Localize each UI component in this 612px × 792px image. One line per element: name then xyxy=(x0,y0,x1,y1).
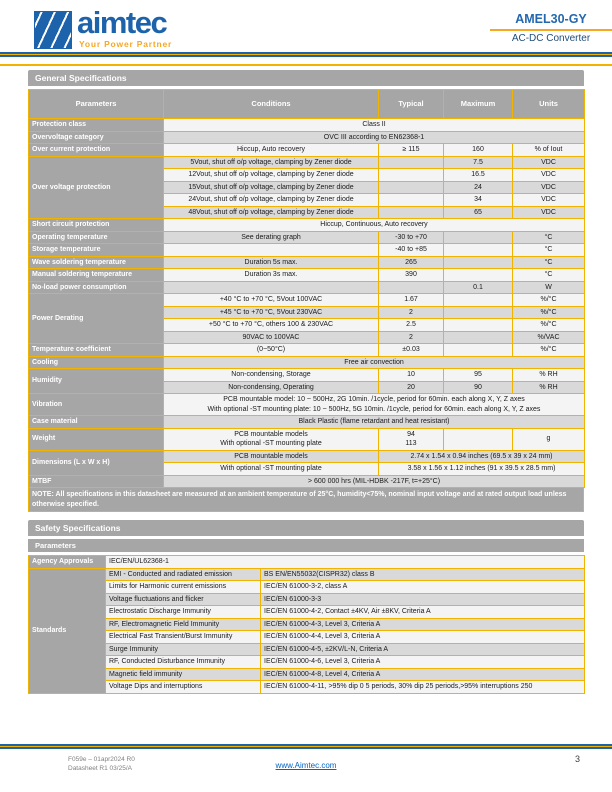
table-row xyxy=(29,369,585,382)
value-cell: VDC xyxy=(513,156,585,169)
value-cell: 0.1 xyxy=(444,281,513,294)
column-header: Typical xyxy=(379,90,444,119)
table-row xyxy=(29,581,585,594)
table-row xyxy=(29,668,585,681)
value-cell: Black Plastic (flame retardant and heat resistant) xyxy=(164,416,585,429)
value-cell: ±0.03 xyxy=(379,344,444,357)
logo-tagline: Your Power Partner xyxy=(79,39,173,49)
param-cell: Temperature coefficient xyxy=(29,344,164,357)
table-row xyxy=(29,593,585,606)
value-cell: °C xyxy=(513,269,585,282)
param-cell: Power Derating xyxy=(29,294,164,344)
value-cell: > 600 000 hrs (MIL-HDBK -217F, t=+25°C) xyxy=(164,475,585,488)
aimtec-logo-icon xyxy=(34,11,72,49)
value-cell: IEC/EN 61000-3-3 xyxy=(261,593,585,606)
value-cell xyxy=(444,344,513,357)
table-row xyxy=(29,344,585,357)
table-row xyxy=(29,119,585,132)
param-cell: Overvoltage category xyxy=(29,131,164,144)
value-cell: % of Iout xyxy=(513,144,585,157)
value-cell: -40 to +85 xyxy=(379,244,444,257)
table-row xyxy=(29,656,585,669)
param-cell: Case material xyxy=(29,416,164,429)
table-row xyxy=(29,606,585,619)
table-row xyxy=(29,394,585,416)
value-cell xyxy=(379,281,444,294)
value-cell: IEC/EN 61000-3-2, class A xyxy=(261,581,585,594)
value-cell xyxy=(444,319,513,332)
value-cell: 7.5 xyxy=(444,156,513,169)
param-cell: Storage temperature xyxy=(29,244,164,257)
param-cell: No-load power consumption xyxy=(29,281,164,294)
value-cell: 15Vout, shut off o/p voltage, clamping by Zener diode xyxy=(164,181,379,194)
param-cell: Agency Approvals xyxy=(29,556,106,569)
table-row xyxy=(29,631,585,644)
value-cell: Voltage fluctuations and flicker xyxy=(106,593,261,606)
value-cell: VDC xyxy=(513,206,585,219)
table-row xyxy=(29,356,585,369)
table-row xyxy=(29,568,585,581)
value-cell: % RH xyxy=(513,369,585,382)
value-cell: PCB mountable model: 10 ~ 500Hz, 2G 10min. /1cycle, period for 60min. each along X, Y, Z axes With optional -ST mounting plate: 10 ~ 500Hz, 5G 10min. /1cycle, period for 60min. each along X, Y, Z axes xyxy=(164,394,585,416)
value-cell xyxy=(444,269,513,282)
value-cell: 16.5 xyxy=(444,169,513,182)
table-row xyxy=(29,244,585,257)
table-row xyxy=(29,144,585,157)
value-cell: Electrical Fast Transient/Burst Immunity xyxy=(106,631,261,644)
value-cell: 390 xyxy=(379,269,444,282)
section-header-safety: Safety Specifications xyxy=(28,520,584,536)
value-cell: +40 °C to +70 °C, 5Vout 100VAC xyxy=(164,294,379,307)
value-cell: 2.5 xyxy=(379,319,444,332)
param-cell: Standards xyxy=(29,568,106,693)
product-title-block xyxy=(490,12,612,44)
value-cell xyxy=(444,231,513,244)
value-cell: Non-condensing, Storage xyxy=(164,369,379,382)
value-cell: (0~50°C) xyxy=(164,344,379,357)
value-cell: ≥ 115 xyxy=(379,144,444,157)
value-cell: W xyxy=(513,281,585,294)
section-header-general: General Specifications xyxy=(28,70,584,86)
table-row xyxy=(29,416,585,429)
value-cell: Hiccup, Continuous, Auto recovery xyxy=(164,219,585,232)
table-row xyxy=(29,256,585,269)
param-cell: Wave soldering temperature xyxy=(29,256,164,269)
table-row xyxy=(29,131,585,144)
aimtec-logo xyxy=(34,5,173,49)
value-cell xyxy=(444,331,513,344)
value-cell: 2.74 x 1.54 x 0.94 inches (69.5 x 39 x 24 mm) xyxy=(379,450,585,463)
value-cell: RF, Conducted Disturbance Immunity xyxy=(106,656,261,669)
safety-specifications-section xyxy=(28,520,584,694)
value-cell: Duration 3s max. xyxy=(164,269,379,282)
safety-specifications-table xyxy=(28,555,585,694)
param-cell: Humidity xyxy=(29,369,164,394)
table-row xyxy=(29,219,585,232)
value-cell: Magnetic field immunity xyxy=(106,668,261,681)
table-row xyxy=(29,643,585,656)
value-cell: 265 xyxy=(379,256,444,269)
param-cell: Over voltage protection xyxy=(29,156,164,219)
value-cell: IEC/EN 61000-4-6, Level 3, Criteria A xyxy=(261,656,585,669)
value-cell: Class II xyxy=(164,119,585,132)
value-cell: Limits for Harmonic current emissions xyxy=(106,581,261,594)
value-cell: With optional -ST mounting plate xyxy=(164,463,379,476)
value-cell xyxy=(379,206,444,219)
value-cell xyxy=(379,181,444,194)
value-cell xyxy=(379,169,444,182)
value-cell: Free air convection xyxy=(164,356,585,369)
value-cell: 1.67 xyxy=(379,294,444,307)
param-cell: Dimensions (L x W x H) xyxy=(29,450,164,475)
value-cell: Duration 5s max. xyxy=(164,256,379,269)
product-category: AC-DC Converter xyxy=(511,33,591,44)
value-cell: VDC xyxy=(513,181,585,194)
value-cell xyxy=(444,256,513,269)
value-cell: RF, Electromagnetic Field Immunity xyxy=(106,618,261,631)
datasheet-content xyxy=(28,70,584,694)
value-cell: 10 xyxy=(379,369,444,382)
note-row: NOTE: All specifications in this datasheet are measured at an ambient temperature of 25°C, humidity<75%, nominal input voltage and at rated output load unless otherwise specified. xyxy=(28,488,584,512)
value-cell: °C xyxy=(513,256,585,269)
table-row xyxy=(29,450,585,463)
value-cell: %/VAC xyxy=(513,331,585,344)
value-cell: 160 xyxy=(444,144,513,157)
value-cell xyxy=(379,156,444,169)
value-cell: %/°C xyxy=(513,344,585,357)
value-cell: °C xyxy=(513,231,585,244)
value-cell xyxy=(444,428,513,450)
general-specifications-table xyxy=(28,89,585,488)
page-header xyxy=(0,0,612,52)
value-cell: PCB mountable models With optional -ST mounting plate xyxy=(164,428,379,450)
value-cell: Hiccup, Auto recovery xyxy=(164,144,379,157)
value-cell: 5Vout, shut off o/p voltage, clamping by Zener diode xyxy=(164,156,379,169)
table-row xyxy=(29,475,585,488)
param-cell: Operating temperature xyxy=(29,231,164,244)
header-gold-line xyxy=(0,64,612,66)
value-cell: 20 xyxy=(379,381,444,394)
value-cell: IEC/EN 61000-4-2, Contact ±4KV, Air ±8KV, Criteria A xyxy=(261,606,585,619)
param-cell: Short circuit protection xyxy=(29,219,164,232)
value-cell: -30 to +70 xyxy=(379,231,444,244)
value-cell: IEC/EN 61000-4-4, Level 3, Criteria A xyxy=(261,631,585,644)
logo-wordmark: aimtec xyxy=(77,5,167,40)
table-row xyxy=(29,294,585,307)
value-cell: Non-condensing, Operating xyxy=(164,381,379,394)
value-cell: VDC xyxy=(513,169,585,182)
safety-parameters-bar: Parameters xyxy=(28,539,584,552)
table-row xyxy=(29,681,585,694)
value-cell xyxy=(444,294,513,307)
column-header: Units xyxy=(513,90,585,119)
param-cell: Weight xyxy=(29,428,164,450)
footer-divider-stripe xyxy=(0,744,612,749)
value-cell xyxy=(379,194,444,207)
value-cell: 95 xyxy=(444,369,513,382)
value-cell: 34 xyxy=(444,194,513,207)
value-cell xyxy=(164,281,379,294)
column-header: Parameters xyxy=(29,90,164,119)
value-cell: 2 xyxy=(379,306,444,319)
value-cell xyxy=(164,244,379,257)
param-cell: MTBF xyxy=(29,475,164,488)
value-cell: PCB mountable models xyxy=(164,450,379,463)
value-cell: 3.58 x 1.56 x 1.12 inches (91 x 39.5 x 28.5 mm) xyxy=(379,463,585,476)
value-cell: g xyxy=(513,428,585,450)
value-cell: See derating graph xyxy=(164,231,379,244)
value-cell: 48Vout, shut off o/p voltage, clamping by Zener diode xyxy=(164,206,379,219)
value-cell: Surge Immunity xyxy=(106,643,261,656)
table-row xyxy=(29,428,585,450)
value-cell: 65 xyxy=(444,206,513,219)
general-table-header xyxy=(29,90,585,119)
table-row xyxy=(29,281,585,294)
value-cell: %/°C xyxy=(513,294,585,307)
page-number: 3 xyxy=(574,754,580,764)
param-cell: Over current protection xyxy=(29,144,164,157)
param-cell: Manual soldering temperature xyxy=(29,269,164,282)
value-cell: +45 °C to +70 °C, 5Vout 230VAC xyxy=(164,306,379,319)
header-divider-stripe xyxy=(0,52,612,57)
value-cell: EMI - Conducted and radiated emission xyxy=(106,568,261,581)
value-cell: IEC/EN 61000-4-8, Level 4, Criteria A xyxy=(261,668,585,681)
value-cell: % RH xyxy=(513,381,585,394)
table-row xyxy=(29,156,585,169)
param-cell: Protection class xyxy=(29,119,164,132)
value-cell: +50 °C to +70 °C, others 100 & 230VAC xyxy=(164,319,379,332)
value-cell: Electrostatic Discharge Immunity xyxy=(106,606,261,619)
value-cell xyxy=(444,244,513,257)
value-cell: °C xyxy=(513,244,585,257)
value-cell: 2 xyxy=(379,331,444,344)
value-cell: 12Vout, shut off o/p voltage, clamping by Zener diode xyxy=(164,169,379,182)
param-cell: Vibration xyxy=(29,394,164,416)
value-cell: BS EN/EN55032(CISPR32) class B xyxy=(261,568,585,581)
table-row xyxy=(29,231,585,244)
value-cell: IEC/EN 61000-4-5, ±2KV/L-N, Criteria A xyxy=(261,643,585,656)
value-cell: IEC/EN 61000-4-11, >95% dip 0 5 periods, 30% dip 25 periods,>95% interruptions 250 xyxy=(261,681,585,694)
value-cell: OVC III according to EN62368-1 xyxy=(164,131,585,144)
value-cell: IEC/EN 61000-4-3, Level 3, Criteria A xyxy=(261,618,585,631)
value-cell: VDC xyxy=(513,194,585,207)
value-cell: IEC/EN/UL62368-1 xyxy=(106,556,585,569)
value-cell: 90 xyxy=(444,381,513,394)
table-row xyxy=(29,269,585,282)
value-cell: 24 xyxy=(444,181,513,194)
table-row xyxy=(29,556,585,569)
value-cell: 24Vout, shut off o/p voltage, clamping by Zener diode xyxy=(164,194,379,207)
general-specifications-section xyxy=(28,70,584,512)
value-cell: 90VAC to 100VAC xyxy=(164,331,379,344)
footer-doc-rev: Datasheet R1 03/25/A xyxy=(68,765,132,772)
aimtec-website-link[interactable]: www.Aimtec.com xyxy=(275,761,337,770)
footer-doc-code: F059e – 01apr2024 R0 xyxy=(68,756,135,763)
param-cell: Cooling xyxy=(29,356,164,369)
column-header: Maximum xyxy=(444,90,513,119)
value-cell: %/°C xyxy=(513,319,585,332)
column-header: Conditions xyxy=(164,90,379,119)
value-cell: Voltage Dips and interruptions xyxy=(106,681,261,694)
value-cell: 94 113 xyxy=(379,428,444,450)
table-row xyxy=(29,618,585,631)
value-cell: %/°C xyxy=(513,306,585,319)
product-model: AMEL30-GY xyxy=(515,12,587,26)
value-cell xyxy=(444,306,513,319)
